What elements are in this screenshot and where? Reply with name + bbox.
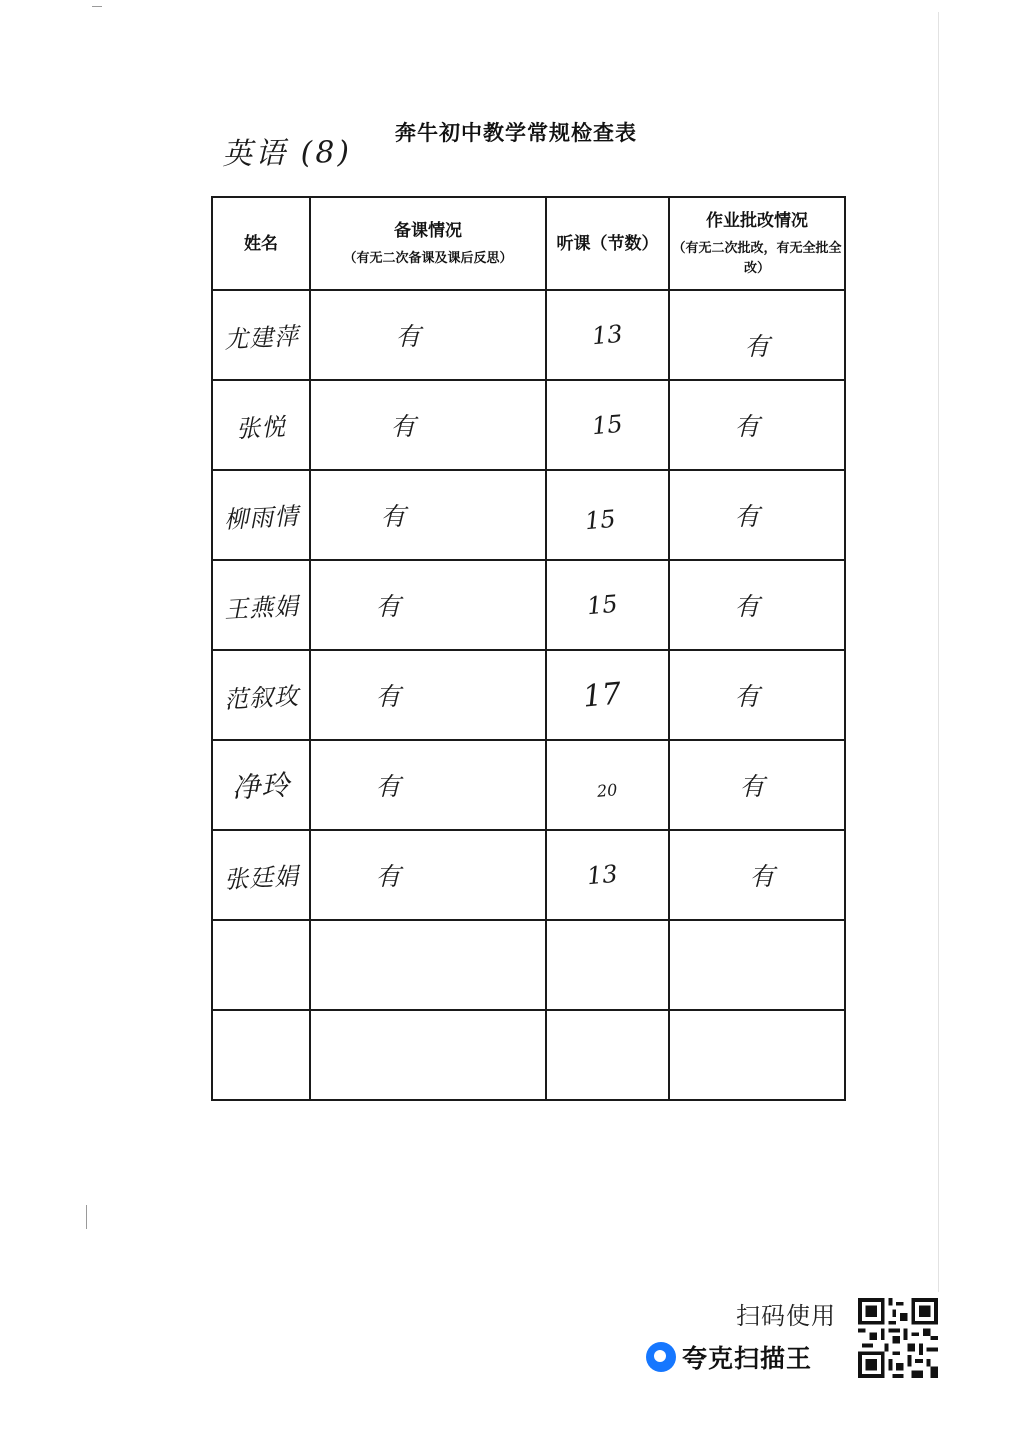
table-row: [212, 560, 845, 650]
scan-edge: [938, 12, 939, 1292]
cell-prep: [310, 470, 546, 560]
cell-prep: [310, 920, 546, 1010]
listen-count: 15: [584, 504, 617, 536]
cell-name: [212, 650, 310, 740]
brand-lockup: [646, 1342, 812, 1372]
listen-count: 15: [586, 589, 619, 621]
table-row: [212, 830, 845, 920]
cell-homework: [669, 920, 845, 1010]
cell-listen: [546, 920, 669, 1010]
listen-count: 15: [591, 409, 624, 441]
cell-homework: [669, 650, 845, 740]
teacher-name: 王燕娟: [222, 591, 300, 624]
header-prep: [310, 197, 546, 290]
listen-count: 17: [581, 675, 624, 715]
listen-count: 13: [586, 859, 619, 891]
cell-listen: [546, 560, 669, 650]
cell-prep: [310, 290, 546, 380]
teacher-name: 张廷娟: [222, 861, 300, 894]
cell-homework: [669, 380, 845, 470]
homework-value: 有: [739, 772, 765, 801]
table-row: [212, 470, 845, 560]
cell-prep: [310, 830, 546, 920]
table-row: [212, 1010, 845, 1100]
cell-listen: [546, 650, 669, 740]
table-row: [212, 650, 845, 740]
prep-value: 有: [375, 862, 401, 891]
scanner-watermark: [640, 1290, 940, 1380]
homework-value: 有: [734, 412, 760, 441]
cell-name: [212, 740, 310, 830]
header-listen: [546, 197, 669, 290]
cell-listen: [546, 290, 669, 380]
cell-name: [212, 920, 310, 1010]
header-homework-note: （有无二次批改，有无全批全改）: [672, 240, 842, 276]
cell-name: [212, 470, 310, 560]
document-title: 奔牛初中教学常规检查表: [395, 121, 637, 145]
homework-value: 有: [734, 592, 760, 621]
cell-name: [212, 1010, 310, 1100]
cell-prep: [310, 560, 546, 650]
listen-count: 13: [591, 319, 624, 351]
cell-prep: [310, 1010, 546, 1100]
table-row: [212, 740, 845, 830]
scan-artifact: [86, 1205, 87, 1229]
table-row: [212, 380, 845, 470]
teacher-name: 尤建萍: [222, 321, 300, 354]
header-prep-label: 备课情况: [394, 220, 462, 241]
teacher-name: 柳雨情: [222, 501, 300, 534]
table-row: [212, 920, 845, 1010]
header-homework: [669, 197, 845, 290]
header-name: [212, 197, 310, 290]
cell-name: [212, 830, 310, 920]
homework-value: 有: [749, 862, 775, 891]
header-name-label: 姓名: [244, 233, 278, 254]
cell-homework: [669, 290, 845, 380]
header-homework-label: 作业批改情况: [706, 210, 808, 231]
scan-to-use-text: 扫码使用: [736, 1302, 836, 1330]
header-listen-label: 听课（节数）: [556, 233, 659, 254]
cell-homework: [669, 560, 845, 650]
prep-value: 有: [375, 592, 401, 621]
table-row: [212, 290, 845, 380]
header-prep-note: （有无二次备课及课后反思）: [343, 250, 513, 266]
prep-value: 有: [390, 412, 416, 441]
cell-listen: [546, 380, 669, 470]
subject-label: 英语 (8): [221, 134, 353, 173]
brand-name: 夸克扫描王: [682, 1344, 813, 1373]
cell-listen: [546, 830, 669, 920]
prep-value: 有: [395, 322, 421, 351]
cell-homework: [669, 470, 845, 560]
qr-code-icon[interactable]: [858, 1298, 938, 1378]
cell-listen: [546, 470, 669, 560]
brand-logo-icon: [646, 1342, 676, 1372]
listen-count: 20: [596, 779, 619, 801]
scan-artifact: [92, 6, 102, 7]
cell-name: [212, 290, 310, 380]
cell-listen: [546, 740, 669, 830]
cell-prep: [310, 380, 546, 470]
cell-listen: [546, 1010, 669, 1100]
cell-homework: [669, 830, 845, 920]
teacher-name: 张悦: [235, 412, 287, 443]
cell-name: [212, 560, 310, 650]
prep-value: 有: [375, 772, 401, 801]
teacher-name: 范叙玫: [222, 681, 300, 714]
cell-prep: [310, 740, 546, 830]
prep-value: 有: [380, 502, 406, 531]
homework-value: 有: [744, 332, 770, 361]
homework-value: 有: [734, 502, 760, 531]
teacher-name: 净玲: [231, 768, 291, 805]
check-table: [211, 196, 846, 1101]
prep-value: 有: [375, 682, 401, 711]
header-row: [212, 197, 845, 290]
cell-homework: [669, 740, 845, 830]
cell-name: [212, 380, 310, 470]
homework-value: 有: [734, 682, 760, 711]
cell-prep: [310, 650, 546, 740]
cell-homework: [669, 1010, 845, 1100]
